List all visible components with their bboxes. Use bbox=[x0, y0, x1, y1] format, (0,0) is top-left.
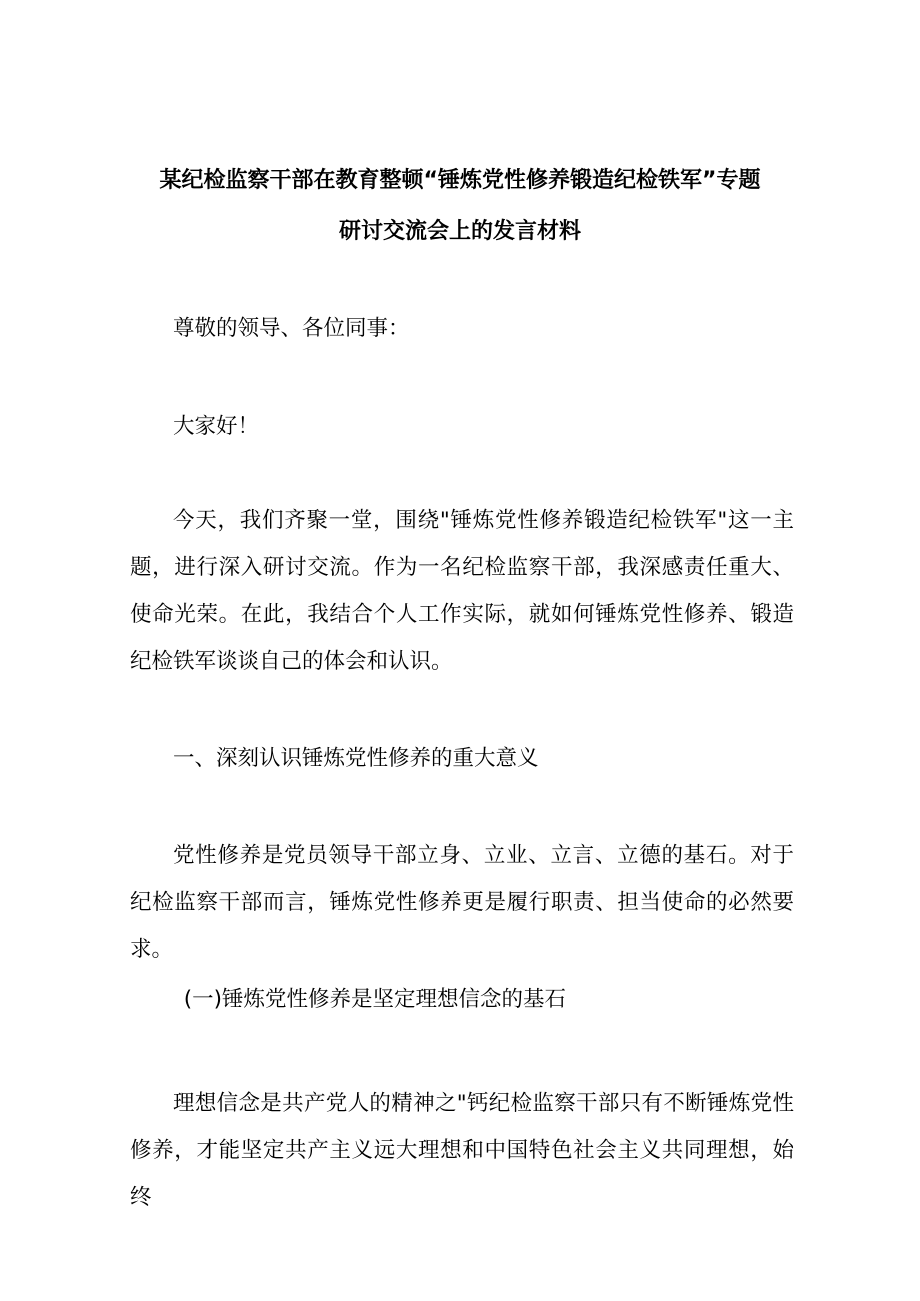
subsection-heading-1: (一)锤炼党性修养是坚定理想信念的基石 bbox=[183, 987, 567, 1012]
document-title-line1: 某纪检监察干部在教育整顿“锤炼党性修养锻造纪检铁军”专题 bbox=[159, 168, 761, 193]
intro-paragraph: 今天，我们齐聚一堂，围绕"锤炼党性修养锻造纪检铁军"这一主题，进行深入研讨交流。作为一名纪检监察干部，我深感责任重大、使命光荣。在此，我结合个人工作实际，就如何锤炼党性修养、锻造纪检铁军谈谈自己的体会和认识。 bbox=[130, 508, 794, 674]
greeting-paragraph: 尊敬的领导、各位同事： bbox=[173, 316, 410, 341]
document-title-line2: 研讨交流会上的发言材料 bbox=[338, 219, 581, 244]
hello-paragraph: 大家好！ bbox=[173, 414, 260, 439]
ideal-paragraph: 理想信念是共产党人的精神之"钙纪检监察干部只有不断锤炼党性修养，才能坚定共产主义远大理想和中国特色社会主义共同理想，始终 bbox=[130, 1091, 794, 1210]
meaning-paragraph: 党性修养是党员领导干部立身、立业、立言、立德的基石。对于纪检监察干部而言，锤炼党性修养更是履行职责、担当使命的必然要求。 bbox=[130, 843, 794, 962]
section-heading-1: 一、深刻认识锤炼党性修养的重大意义 bbox=[173, 746, 539, 771]
